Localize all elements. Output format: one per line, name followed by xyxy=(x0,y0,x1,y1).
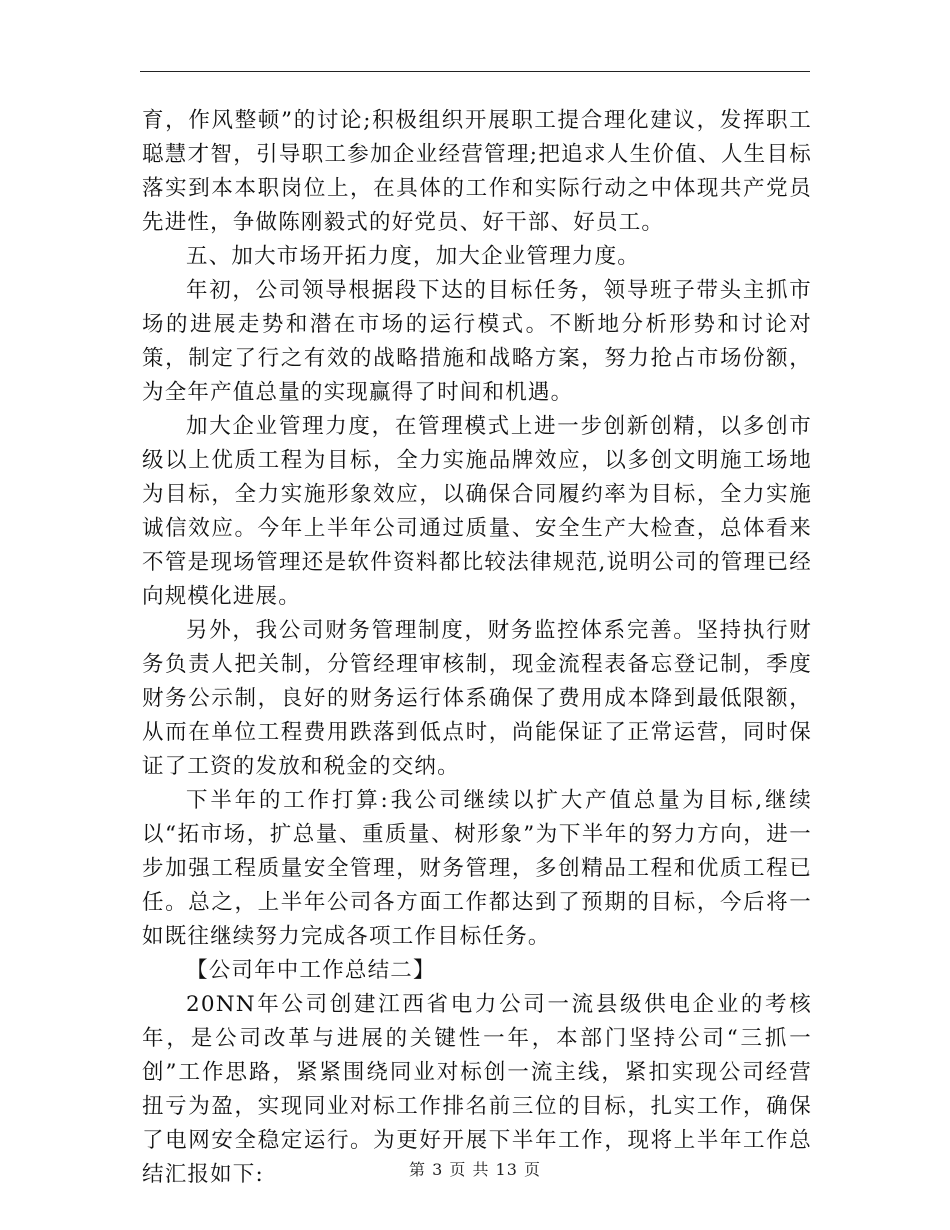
section-title: 【公司年中工作总结二】 xyxy=(186,958,436,983)
header-rule xyxy=(140,71,810,72)
paragraph: 年初，公司领导根据段下达的目标任务，领导班子带头主抓市场的进展走势和潜在市场的运行模式。不断地分析形势和讨论对策，制定了行之有效的战略措施和战略方案，努力抢占市场份额，为全年产值总量的实现赢得了时间和机遇。 xyxy=(142,278,812,405)
paragraph: 20NN年公司创建江西省电力公司一流县级供电企业的考核年，是公司改革与进展的关键性一年，本部门坚持公司“三抓一创”工作思路，紧紧围绕同业对标创一流主线，紧扣实现公司经营扭亏为盈，实现同业对标工作排名前三位的目标，扎实工作，确保了电网安全稳定运行。为更好开展下半年工作，现将上半年工作总结汇报如下: xyxy=(142,992,812,1187)
section-heading: 五、加大市场开拓力度，加大企业管理力度。 xyxy=(186,244,641,269)
paragraph: 育，作风整顿”的讨论;积极组织开展职工提合理化建议，发挥职工聪慧才智，引导职工参加企业经营管理;把追求人生价值、人生目标落实到本本职岗位上，在具体的工作和实际行动之中体现共产党员先进性，争做陈刚毅式的好党员、好干部、好员工。 xyxy=(142,108,812,235)
paragraph: 加大企业管理力度，在管理模式上进一步创新创精，以多创市级以上优质工程为目标，全力实施品牌效应，以多创文明施工场地为目标，全力实施形象效应，以确保合同履约率为目标，全力实施诚信效应。今年上半年公司通过质量、安全生产大检查，总体看来不管是现场管理还是软件资料都比较法律规范,说明公司的管理已经向规模化进展。 xyxy=(142,414,812,609)
page-number-footer: 第 3 页 共 13 页 xyxy=(409,1160,541,1179)
body-text xyxy=(142,104,812,1192)
paragraph: 下半年的工作打算:我公司继续以扩大产值总量为目标,继续以“拓市场，扩总量、重质量、树形象”为下半年的努力方向，进一步加强工程质量安全管理，财务管理，多创精品工程和优质工程已任。总之，上半年公司各方面工作都达到了预期的目标，今后将一如既往继续努力完成各项工作目标任务。 xyxy=(142,788,812,949)
paragraph: 另外，我公司财务管理制度，财务监控体系完善。坚持执行财务负责人把关制，分管经理审核制，现金流程表备忘登记制，季度财务公示制，良好的财务运行体系确保了费用成本降到最低限额，从而在单位工程费用跌落到低点时，尚能保证了正常运营，同时保证了工资的发放和税金的交纳。 xyxy=(142,618,812,779)
